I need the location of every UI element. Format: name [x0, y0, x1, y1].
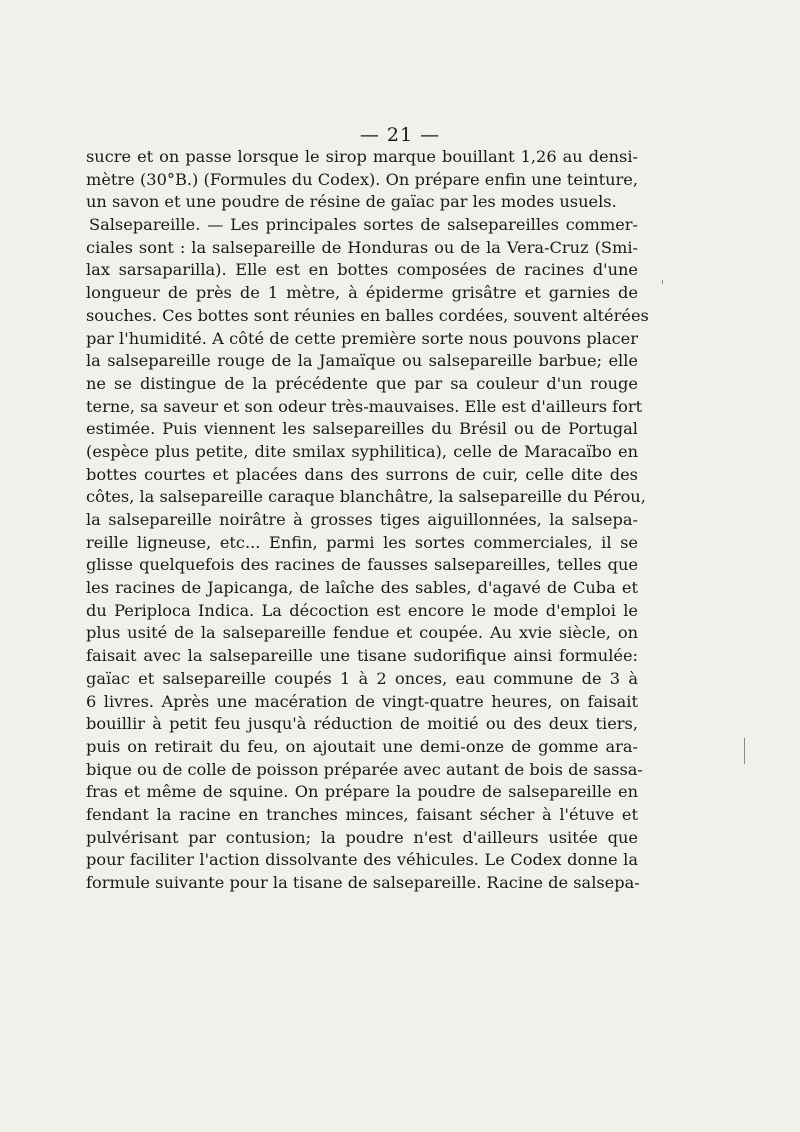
text-line: par l'humidité. A côté de cette première sorte nous pouvons placer	[86, 328, 638, 348]
text-line: la salsepareille noirâtre à grosses tiges aiguillonnées, la salsepa-	[86, 510, 638, 529]
text-line: faisait avec la salsepareille une tisane sudorifique ainsi formulée:	[86, 646, 638, 666]
text-line: estimée. Puis viennent les salsepareilles du Brésil ou de Portugal	[86, 419, 638, 439]
text-line: bouillir à petit feu jusqu'à réduction de moitié ou des deux tiers,	[86, 714, 638, 734]
text-line: un savon et une poudre de résine de gaïac par les modes usuels.	[86, 192, 617, 212]
text-line: (espèce plus petite, dite smilax syphilitica), celle de Maracaïbo en	[86, 441, 638, 461]
text-line: 6 livres. Après une macération de vingt-quatre heures, on faisait	[86, 691, 638, 711]
text-line: plus usité de la salsepareille fendue et coupée. Au xvie siècle, on	[86, 623, 638, 643]
text-line: ne se distingue de la précédente que par sa couleur d'un rouge	[86, 373, 638, 393]
text-line: pour faciliter l'action dissolvante des véhicules. Le Codex donne la	[86, 850, 638, 870]
text-line: terne, sa saveur et son odeur très-mauvaises. Elle est d'ailleurs fort	[86, 396, 643, 416]
text-line: les racines de Japicanga, de laîche des sables, d'agavé de Cuba et	[86, 578, 638, 598]
text-line-section-start: Salsepareille. — Les principales sortes de salsepareilles commer-	[89, 215, 638, 235]
page-edge-mark	[662, 280, 663, 284]
text-line: du Periploca Indica. La décoction est encore le mode d'emploi le	[86, 600, 638, 620]
text-line: formule suivante pour la tisane de salsepareille. Racine de salsepa-	[86, 873, 640, 892]
page-edge-mark	[744, 738, 745, 764]
body-text	[86, 146, 649, 895]
text-line: longueur de près de 1 mètre, à épiderme grisâtre et garnies de	[86, 283, 638, 303]
text-line: côtes, la salsepareille caraque blanchâtre, la salsepareille du Pérou,	[86, 487, 646, 507]
text-line: reille ligneuse, etc... Enfin, parmi les sortes commerciales, il se	[86, 532, 638, 552]
text-line: la salsepareille rouge de la Jamaïque ou salsepareille barbue; elle	[86, 351, 638, 371]
text-line: bique ou de colle de poisson préparée avec autant de bois de sassa-	[86, 759, 643, 779]
text-line: glisse quelquefois des racines de fausses salsepareilles, telles que	[86, 555, 638, 575]
text-line: mètre (30°B.) (Formules du Codex). On prépare enfin une teinture,	[86, 169, 638, 189]
text-line: bottes courtes et placées dans des surrons de cuir, celle dite des	[86, 464, 638, 484]
text-line: gaïac et salsepareille coupés 1 à 2 onces, eau commune de 3 à	[86, 668, 638, 688]
text-line: sucre et on passe lorsque le sirop marque bouillant 1,26 au densi-	[86, 147, 638, 166]
text-line: souches. Ces bottes sont réunies en balles cordées, souvent altérées	[86, 305, 649, 325]
text-line: ciales sont : la salsepareille de Honduras ou de la Vera-Cruz (Smi-	[86, 237, 638, 257]
text-line: fendant la racine en tranches minces, faisant sécher à l'étuve et	[86, 804, 638, 824]
text-line: fras et même de squine. On prépare la poudre de salsepareille en	[86, 782, 638, 802]
text-line: pulvérisant par contusion; la poudre n'est d'ailleurs usitée que	[86, 827, 638, 847]
text-line: puis on retirait du feu, on ajoutait une demi-onze de gomme ara-	[86, 736, 638, 756]
text-line: lax sarsaparilla). Elle est en bottes composées de racines d'une	[86, 260, 638, 280]
page-number: — 21 —	[359, 124, 441, 146]
